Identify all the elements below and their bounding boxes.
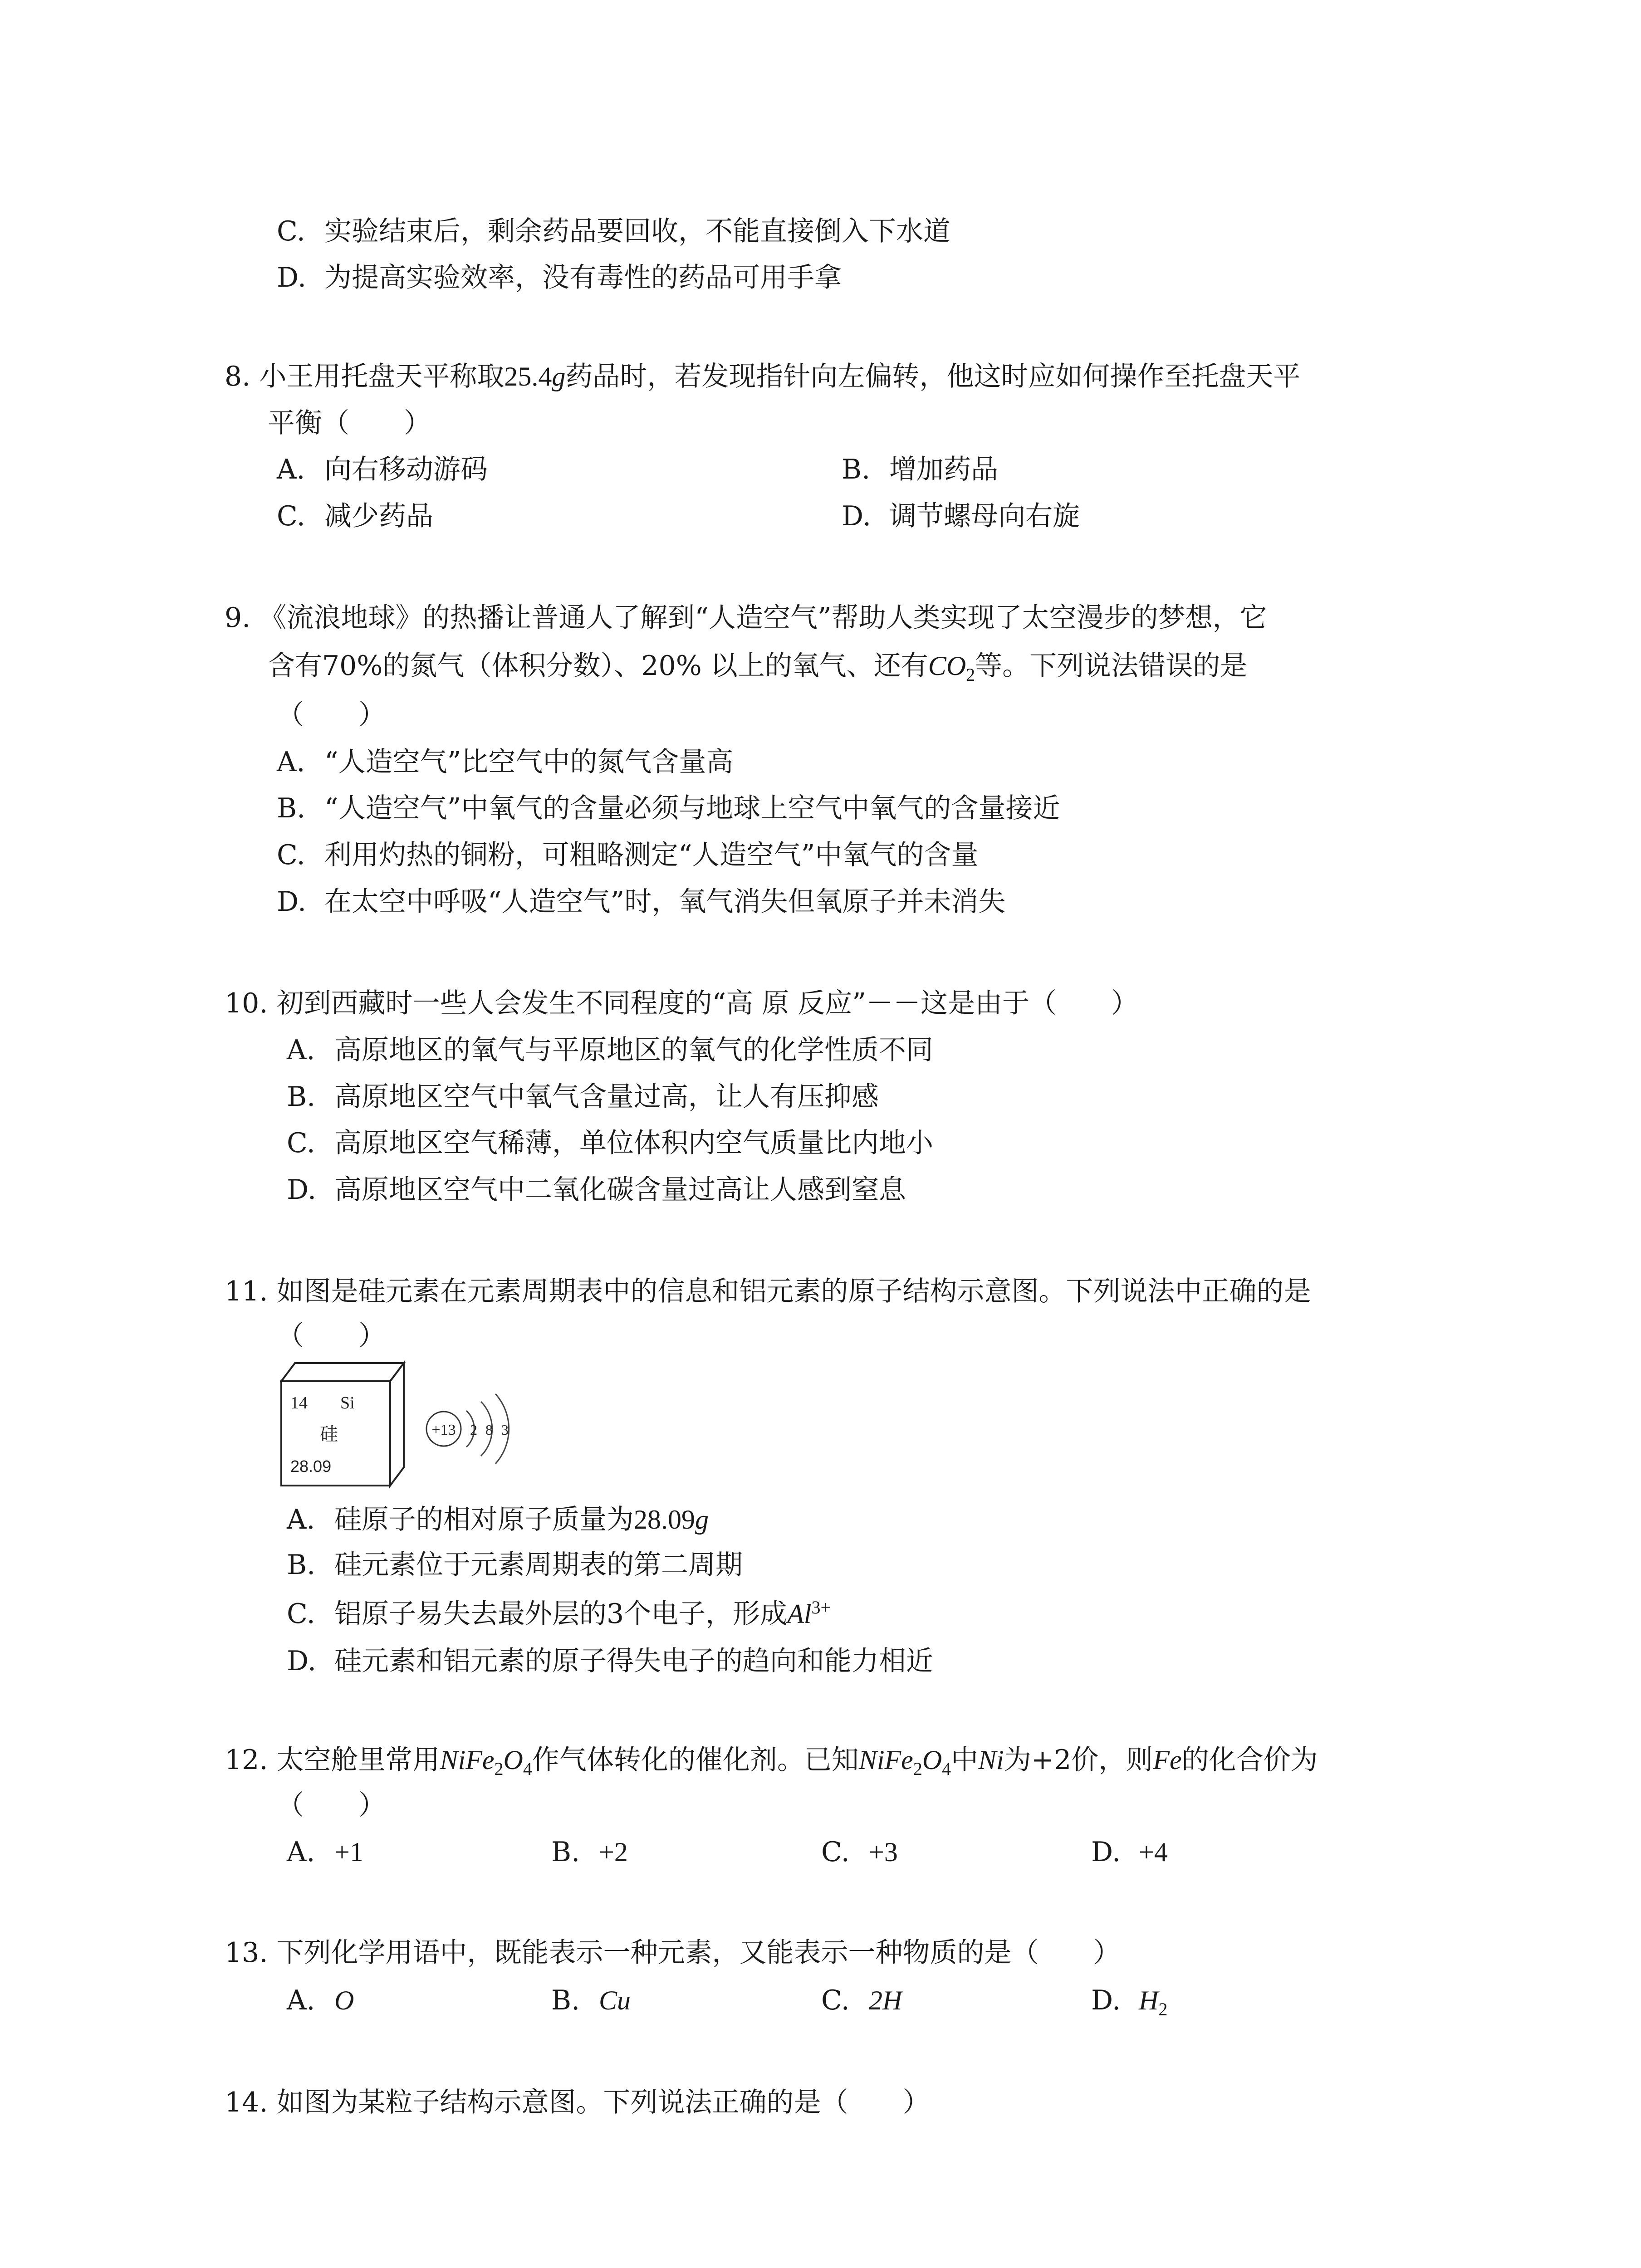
q8-stem-line1: 8. 小王用托盘天平称取25.4g药品时，若发现指针向左偏转，他这时应如何操作至托盘天平 <box>225 361 1301 392</box>
q9-option-a: A. “人造空气”比空气中的氮气含量高 <box>277 746 734 778</box>
shell-electrons-1: 2 <box>470 1422 477 1438</box>
q9-stem-line1: 9. 《流浪地球》的热播让普通人了解到“人造空气”帮助人类实现了太空漫步的梦想，它 <box>225 602 1267 634</box>
q9-option-d: D. 在太空中呼吸“人造空气”时，氧气消失但氧原子并未消失 <box>277 886 1006 918</box>
q11-option-a: A. 硅原子的相对原子质量为28.09g <box>287 1504 709 1535</box>
q8-option-a: A. 向右移动游码 <box>277 454 488 485</box>
q9-option-c: C. 利用灼热的铜粉，可粗略测定“人造空气”中氧气的含量 <box>277 839 979 871</box>
q11-figure <box>272 1359 554 1495</box>
q11-option-b: B. 硅元素位于元素周期表的第二周期 <box>287 1549 743 1581</box>
q13-option-c: C. 2H <box>821 1984 902 2016</box>
q12-option-d: D. +4 <box>1091 1836 1168 1868</box>
q10-option-c: C. 高原地区空气稀薄，单位体积内空气质量比内地小 <box>287 1127 933 1159</box>
q11-option-c: C. 铝原子易失去最外层的3个电子，形成$Al^{3+}$ <box>287 1597 831 1630</box>
si-atomic-number: 14 <box>290 1393 308 1413</box>
q14-stem: 14. 如图为某粒子结构示意图。下列说法正确的是（ ） <box>225 2087 930 2118</box>
shell-electrons-2: 8 <box>485 1422 493 1438</box>
q13-option-d: D. $H_2$ <box>1091 1984 1168 2019</box>
q8-stem-line2: 平衡（ ） <box>268 407 431 439</box>
q13-option-b: B. Cu <box>551 1984 631 2016</box>
option-text: 为提高实验效率，没有毒性的药品可用手拿 <box>324 262 842 293</box>
q10-stem: 10. 初到西藏时一些人会发生不同程度的“高 原 反应”－－这是由于（ ） <box>225 987 1138 1019</box>
al-nucleus: +13 <box>431 1422 456 1438</box>
shell-electrons-3: 3 <box>501 1422 509 1438</box>
q10-option-d: D. 高原地区空气中二氧化碳含量过高让人感到窒息 <box>287 1174 906 1206</box>
si-name: 硅 <box>320 1424 338 1445</box>
q12-stem-line1: 12. 太空舱里常用$NiFe_2O_4$作气体转化的催化剂。已知$NiFe_2O_4$中Ni为+2价，则Fe的化合价为 <box>225 1744 1318 1779</box>
q12-option-b: B. +2 <box>551 1836 628 1868</box>
q8-option-b: B. 增加药品 <box>842 454 998 485</box>
si-periodic-cell <box>281 1363 404 1486</box>
q10-option-b: B. 高原地区空气中氧气含量过高，让人有压抑感 <box>287 1081 879 1113</box>
q9-stem-line2: 含有70%的氮气（体积分数）、20% 以上的氧气、还有$CO_2$等。下列说法错误的是 <box>268 650 1248 685</box>
q11-stem-line1: 11. 如图是硅元素在元素周期表中的信息和铝元素的原子结构示意图。下列说法中正确的是 <box>225 1276 1311 1307</box>
q13-stem: 13. 下列化学用语中，既能表示一种元素，又能表示一种物质的是（ ） <box>225 1937 1121 1969</box>
q9-stem-line3: （ ） <box>277 699 386 731</box>
option-label: C. <box>277 215 305 247</box>
al-atom-diagram <box>426 1394 509 1464</box>
q12-option-a: A. +1 <box>287 1836 363 1868</box>
q12-option-c: C. +3 <box>821 1836 898 1868</box>
q7-option-d <box>277 259 842 296</box>
q9-option-b: B. “人造空气”中氧气的含量必须与地球上空气中氧气的含量接近 <box>277 792 1060 824</box>
q13-option-a: A. O <box>287 1984 354 2016</box>
q11-option-d: D. 硅元素和铝元素的原子得失电子的趋向和能力相近 <box>287 1645 933 1677</box>
q8-option-d: D. 调节螺母向右旋 <box>842 500 1080 532</box>
q12-stem-line2: （ ） <box>277 1789 386 1821</box>
si-symbol: Si <box>340 1393 355 1413</box>
q8-option-c: C. 减少药品 <box>277 500 433 532</box>
option-text: 实验结束后，剩余药品要回收，不能直接倒入下水道 <box>324 215 950 247</box>
option-label: D. <box>277 262 307 293</box>
q10-option-a: A. 高原地区的氧气与平原地区的氧气的化学性质不同 <box>287 1034 933 1066</box>
si-mass: 28.09 <box>290 1457 332 1476</box>
q11-stem-line2: （ ） <box>277 1320 386 1352</box>
q7-option-c <box>277 213 950 249</box>
